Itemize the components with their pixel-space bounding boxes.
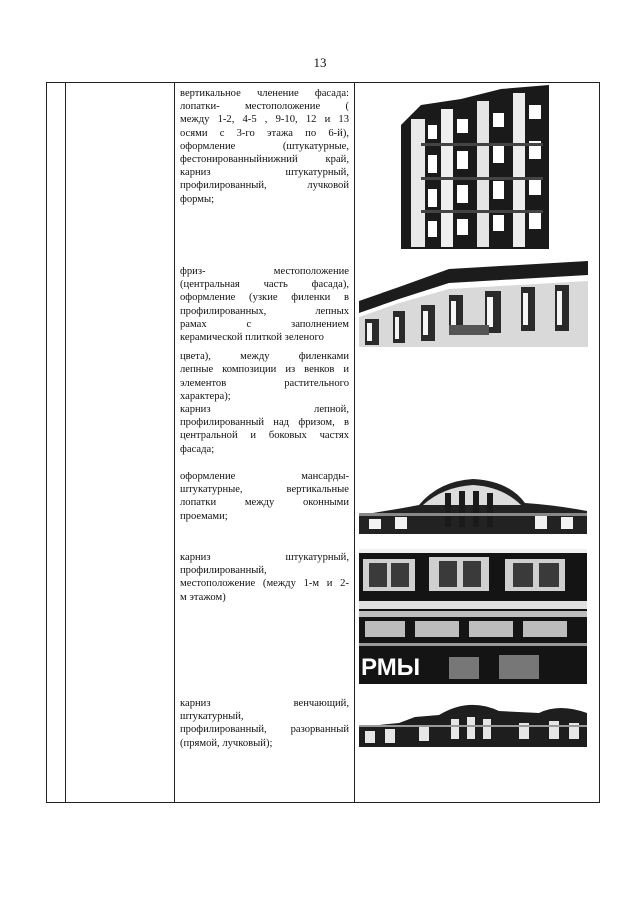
text-line: профилированных, лепных bbox=[180, 305, 349, 317]
crowning-cornice-photo bbox=[359, 697, 587, 747]
page-number: 13 bbox=[313, 55, 327, 70]
table-divider-3 bbox=[354, 83, 355, 802]
text-line: элементов растительного bbox=[180, 377, 349, 389]
row-2-description bbox=[180, 265, 349, 456]
text-line: характера); bbox=[180, 390, 231, 402]
text-line: проемами; bbox=[180, 510, 228, 522]
text-line: карниз штукатурный, bbox=[180, 552, 349, 563]
text-line: местоположение (между 1-м и 2- bbox=[180, 578, 349, 590]
text-line: фриз- местоположение bbox=[180, 266, 349, 277]
text-line: профилированный, bbox=[180, 565, 267, 577]
text-line: между 1-2, 4-5 , 9-10, 12 и 13 bbox=[180, 114, 349, 126]
text-line: вертикальное членение фасада: bbox=[180, 88, 349, 99]
text-line: оформление мансарды- bbox=[180, 471, 349, 482]
table-divider-1 bbox=[65, 83, 66, 802]
text-line: профилированный, разорванный bbox=[180, 724, 349, 736]
text-line: профилированный, лучковой bbox=[180, 180, 349, 192]
text-line: оформление (штукатурные, bbox=[180, 140, 349, 152]
text-line: рамах с заполнением bbox=[180, 318, 349, 330]
text-line: штукатурный, bbox=[180, 711, 244, 723]
row-1-description bbox=[180, 87, 349, 206]
text-line: м этажом) bbox=[180, 591, 226, 603]
table-border-left bbox=[46, 83, 47, 802]
row-3-description bbox=[180, 470, 349, 523]
frieze-cornice-photo bbox=[359, 261, 588, 347]
shop-sign-text: РМЫ bbox=[361, 654, 421, 681]
row-5-description bbox=[180, 697, 349, 750]
text-line: центральной и боковых частях bbox=[180, 430, 349, 442]
text-line: формы; bbox=[180, 193, 215, 205]
table-border-right bbox=[599, 83, 600, 802]
text-line: (центральная часть фасада), bbox=[180, 279, 349, 291]
facade-pilasters-photo bbox=[401, 85, 549, 249]
text-line: лепные композиции из венков и bbox=[180, 364, 349, 376]
text-line: (прямой, лучковый); bbox=[180, 737, 273, 749]
text-line: фестонированныйнижний край, bbox=[180, 154, 349, 166]
row-4-description bbox=[180, 551, 349, 604]
text-line: лопатки между оконными bbox=[180, 497, 349, 509]
text-line: штукатурные, вертикальные bbox=[180, 484, 349, 496]
text-line: оформление (узкие филенки в bbox=[180, 292, 349, 304]
text-line: профилированный над фризом, в bbox=[180, 417, 349, 429]
mansard-photo bbox=[359, 475, 587, 534]
text-line: осями с 3-го этажа по 6-й), bbox=[180, 127, 349, 139]
table-divider-2 bbox=[174, 83, 175, 802]
text-line: цвета), между филенками bbox=[180, 351, 349, 363]
text-line: карниз венчающий, bbox=[180, 698, 349, 709]
text-line: фасада; bbox=[180, 443, 215, 455]
text-line: карниз штукатурный, bbox=[180, 167, 349, 179]
cornice-floor-photo bbox=[359, 549, 587, 684]
text-line: керамической плиткой зеленого bbox=[180, 332, 324, 344]
text-line: карниз лепной, bbox=[180, 404, 349, 416]
text-line: лопатки- местоположение ( bbox=[180, 101, 349, 113]
document-table bbox=[46, 82, 600, 803]
